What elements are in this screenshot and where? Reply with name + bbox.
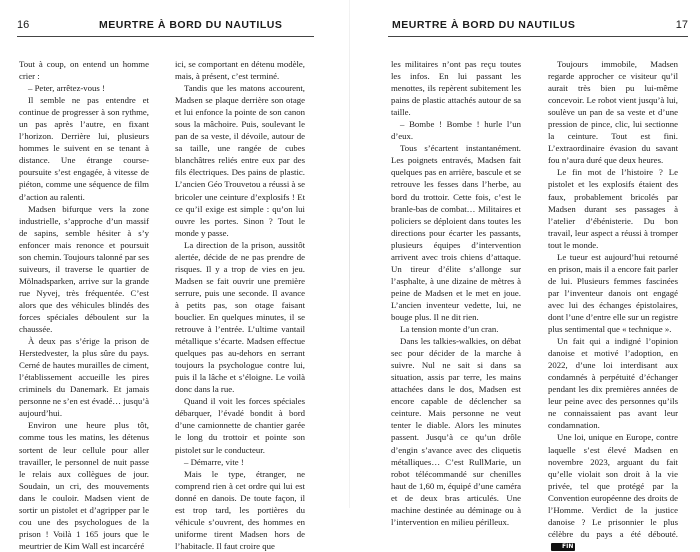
left-column-1 [19,58,149,552]
left-page-number: 16 [17,19,30,31]
right-page [350,0,700,550]
paragraph: – Peter, arrêtez-vous ! [28,83,105,94]
paragraph: – Bombe ! Bombe ! hurle l’un d’eux. [391,119,521,142]
paragraph: Toujours immobile, Madsen regarde approcher ce visiteur qu’il aurait très bien pu lui-même concevoir. Le robot vient jusqu’à lui, soulève un pan de sa veste et d’une pression de pince, clic, lui sectionne la ceinture. Tout est fini. L’extraordinaire évasion du savant fou n’aura duré que deux heures. [548,59,678,166]
paragraph: Un fait qui a indigné l’opinion danoise et motivé l’adoption, en 2022, d’une loi interdisant aux condamnés à perpétuité d’échanger pendant les dix premières années de leur peine avec des personnes qu’ils ne connaissaient pas avant leur condamnation. [548,336,678,431]
paragraph: Tandis que les matons accourent, Madsen se plaque derrière son otage et lui enfonce la pointe de son canon sous la mâchoire. Puis, soulevant le pan de sa veste, il dévoile, autour de sa taille, une rangée de cubes blanchâtres reliés entre eux par des fils électriques. Des pains de plastic. L’ancien Géo Trouvetou a réussi à se bricoler une ceinture d’explosifs ! Et ce qu’il exige est simple : qu’on lui ouvre les portes. Sinon ? Tout le monde y passe. [175,83,305,238]
paragraph: Madsen bifurque vers la zone industrielle, s’approche d’un massif de sapins, semble hésiter à s’y enfoncer mais renonce et poursuit son chemin. Toujours talonné par ses suiveurs, il traverse le quartier de Mölnadsparken, arrive sur la grande rue Nyvej, très fréquentée. C’est alors que des véhicules blindés des forces spéciales déboulent sur la chaussée. [19,203,149,335]
paragraph: Mais le type, étranger, ne comprend rien à cet ordre qui lui est donné en danois. De toute façon, il est trop tard, les portières du véhicule s’ouvrent, des hommes en uniforme tirent Madsen hors de l’habitacle. Il faut croire que [175,468,305,551]
left-running-title: MEURTRE À BORD DU NAUTILUS [99,19,283,31]
paragraph: Le tueur est aujourd’hui retourné en prison, mais il a encore fait parler de lui. Plusieurs femmes fascinées par l’inventeur danois ont engagé avec lui des échanges épistolaires, dont l’une d’entre elle sur un registre plus sentimental que « technique ». [548,251,678,335]
right-running-title: MEURTRE À BORD DU NAUTILUS [392,19,576,31]
paragraph: Une loi, unique en Europe, contre laquelle s’est élevé Madsen en novembre 2023, arguant du fait qu’elle violait son droit à la vie privée, tel que protégé par la Convention européenne des droits de l’Homme. Verdict de la justice danoise ? Le prisonnier le plus célèbre du pays a été débouté.FIN [548,432,678,550]
end-mark-badge: FIN [551,543,575,551]
left-column-2 [175,58,305,552]
left-page-header [17,17,314,33]
paragraph: Quand il voit les forces spéciales débarquer, l’évadé bondit à bord d’une camionnette de chantier garée le long du trottoir et pointe son pistolet sur le conducteur. [175,396,305,455]
paragraph: ici, se comportant en détenu modèle, mais, à présent, c’est terminé. [175,59,305,82]
left-header-rule [17,36,314,37]
paragraph: La tension monte d’un cran. [400,324,499,335]
right-column-1 [391,58,521,528]
paragraph: les militaires n’ont pas reçu toutes les infos. En lui passant les menottes, ils repèrent subitement les pains de plastic attachés autour de sa taille. [391,59,521,118]
left-page [0,0,350,551]
paragraph: Tous s’écartent instantanément. Les poignets entravés, Madsen fait quelques pas en arrière, bascule et se retrouve les fesses dans l’herbe, au bord du trottoir. Cette fois, c’est le branle-bas de combat… Militaires et policiers se déploient dans toutes les directions pour écarter les passants, plusieurs équipes d’intervention arrivent avec trois chiens d’attaque. Un tireur d’élite s’allonge sur l’asphalte, à une dizaine de mètres à peine de Madsen et le met en joue. L’ancien inventeur vedette, lui, ne bouge plus. Il ne dit rien. [391,143,521,322]
paragraph: La direction de la prison, aussitôt alertée, décide de ne pas prendre de risques. Il y a trop de vies en jeu. Madsen se fait ouvrir une première serrure, puis une seconde. Il avance à petits pas, son otage faisant bouclier. En quelques minutes, il se retrouve à l’entrée. L’ultime vantail métallique s’écarte. Madsen effectue quelques pas au-dehors en serrant toujours la psychologue contre lui, puis il la lâche et s’éloigne. Le voilà donc dans la rue. [175,239,305,395]
paragraph: Tout à coup, on entend un homme crier : [19,59,149,82]
paragraph: Il semble ne pas entendre et continue de progresser à son rythme, un pas après l’autre, en fixant l’horizon. Derrière lui, plusieurs hommes le suivent en se tenant à distance. Une étrange course-poursuite s’est engagée, à vitesse de piéton, comme une séquence de film d’action au ralenti. [19,95,149,202]
paragraph: Dans les talkies-walkies, on débat sec pour décider de la marche à suivre. Nul ne sait si dans sa situation, assis par terre, les mains attachées dans le dos, Madsen est encore capable de déclencher sa ceinture. Mais personne ne veut tenter le diable. Alors les minutes passent. Jusqu’à ce qu’un drôle d’engin s’avance avec des cliquetis métalliques… C’est RullMarie, un robot télécommandé sur chenilles haut de 1,60 m, équipé d’une caméra et de deux bras articulés. Une machine destinée au déminage ou à l’intervention en milieu périlleux. [391,336,521,527]
paragraph: Le fin mot de l’histoire ? Le pistolet et les explosifs étaient des faux, probablement bricolés par Madsen durant ses passages à l’atelier d’ébénisterie. Du bon travail, leur aspect a réussi à tromper tout le monde. [548,167,678,250]
paragraph: Environ une heure plus tôt, comme tous les matins, les détenus sortent de leur cellule pour aller travailler, le personnel de nuit passe le relais aux collègues de jour. Soudain, un cri, des mouvements dans le couloir. Madsen vient de sortir un pistolet et d’agripper par le cou une des psychologues de la prison ! Voilà 1 165 jours que le meurtrier de Kim Wall est incarcéré [19,420,149,551]
right-column-2 [548,58,678,552]
paragraph: À deux pas s’érige la prison de Herstedvester, la plus sûre du pays. Cerné de hautes murailles de ciment, l’établissement accueille les pires criminels du Danemark. Et jamais personne ne s’en est évadé… jusqu’à aujourd’hui. [19,336,149,419]
right-page-number: 17 [675,19,688,31]
right-page-header [388,17,688,33]
right-header-rule [388,36,688,37]
paragraph: – Démarre, vite ! [184,456,244,467]
